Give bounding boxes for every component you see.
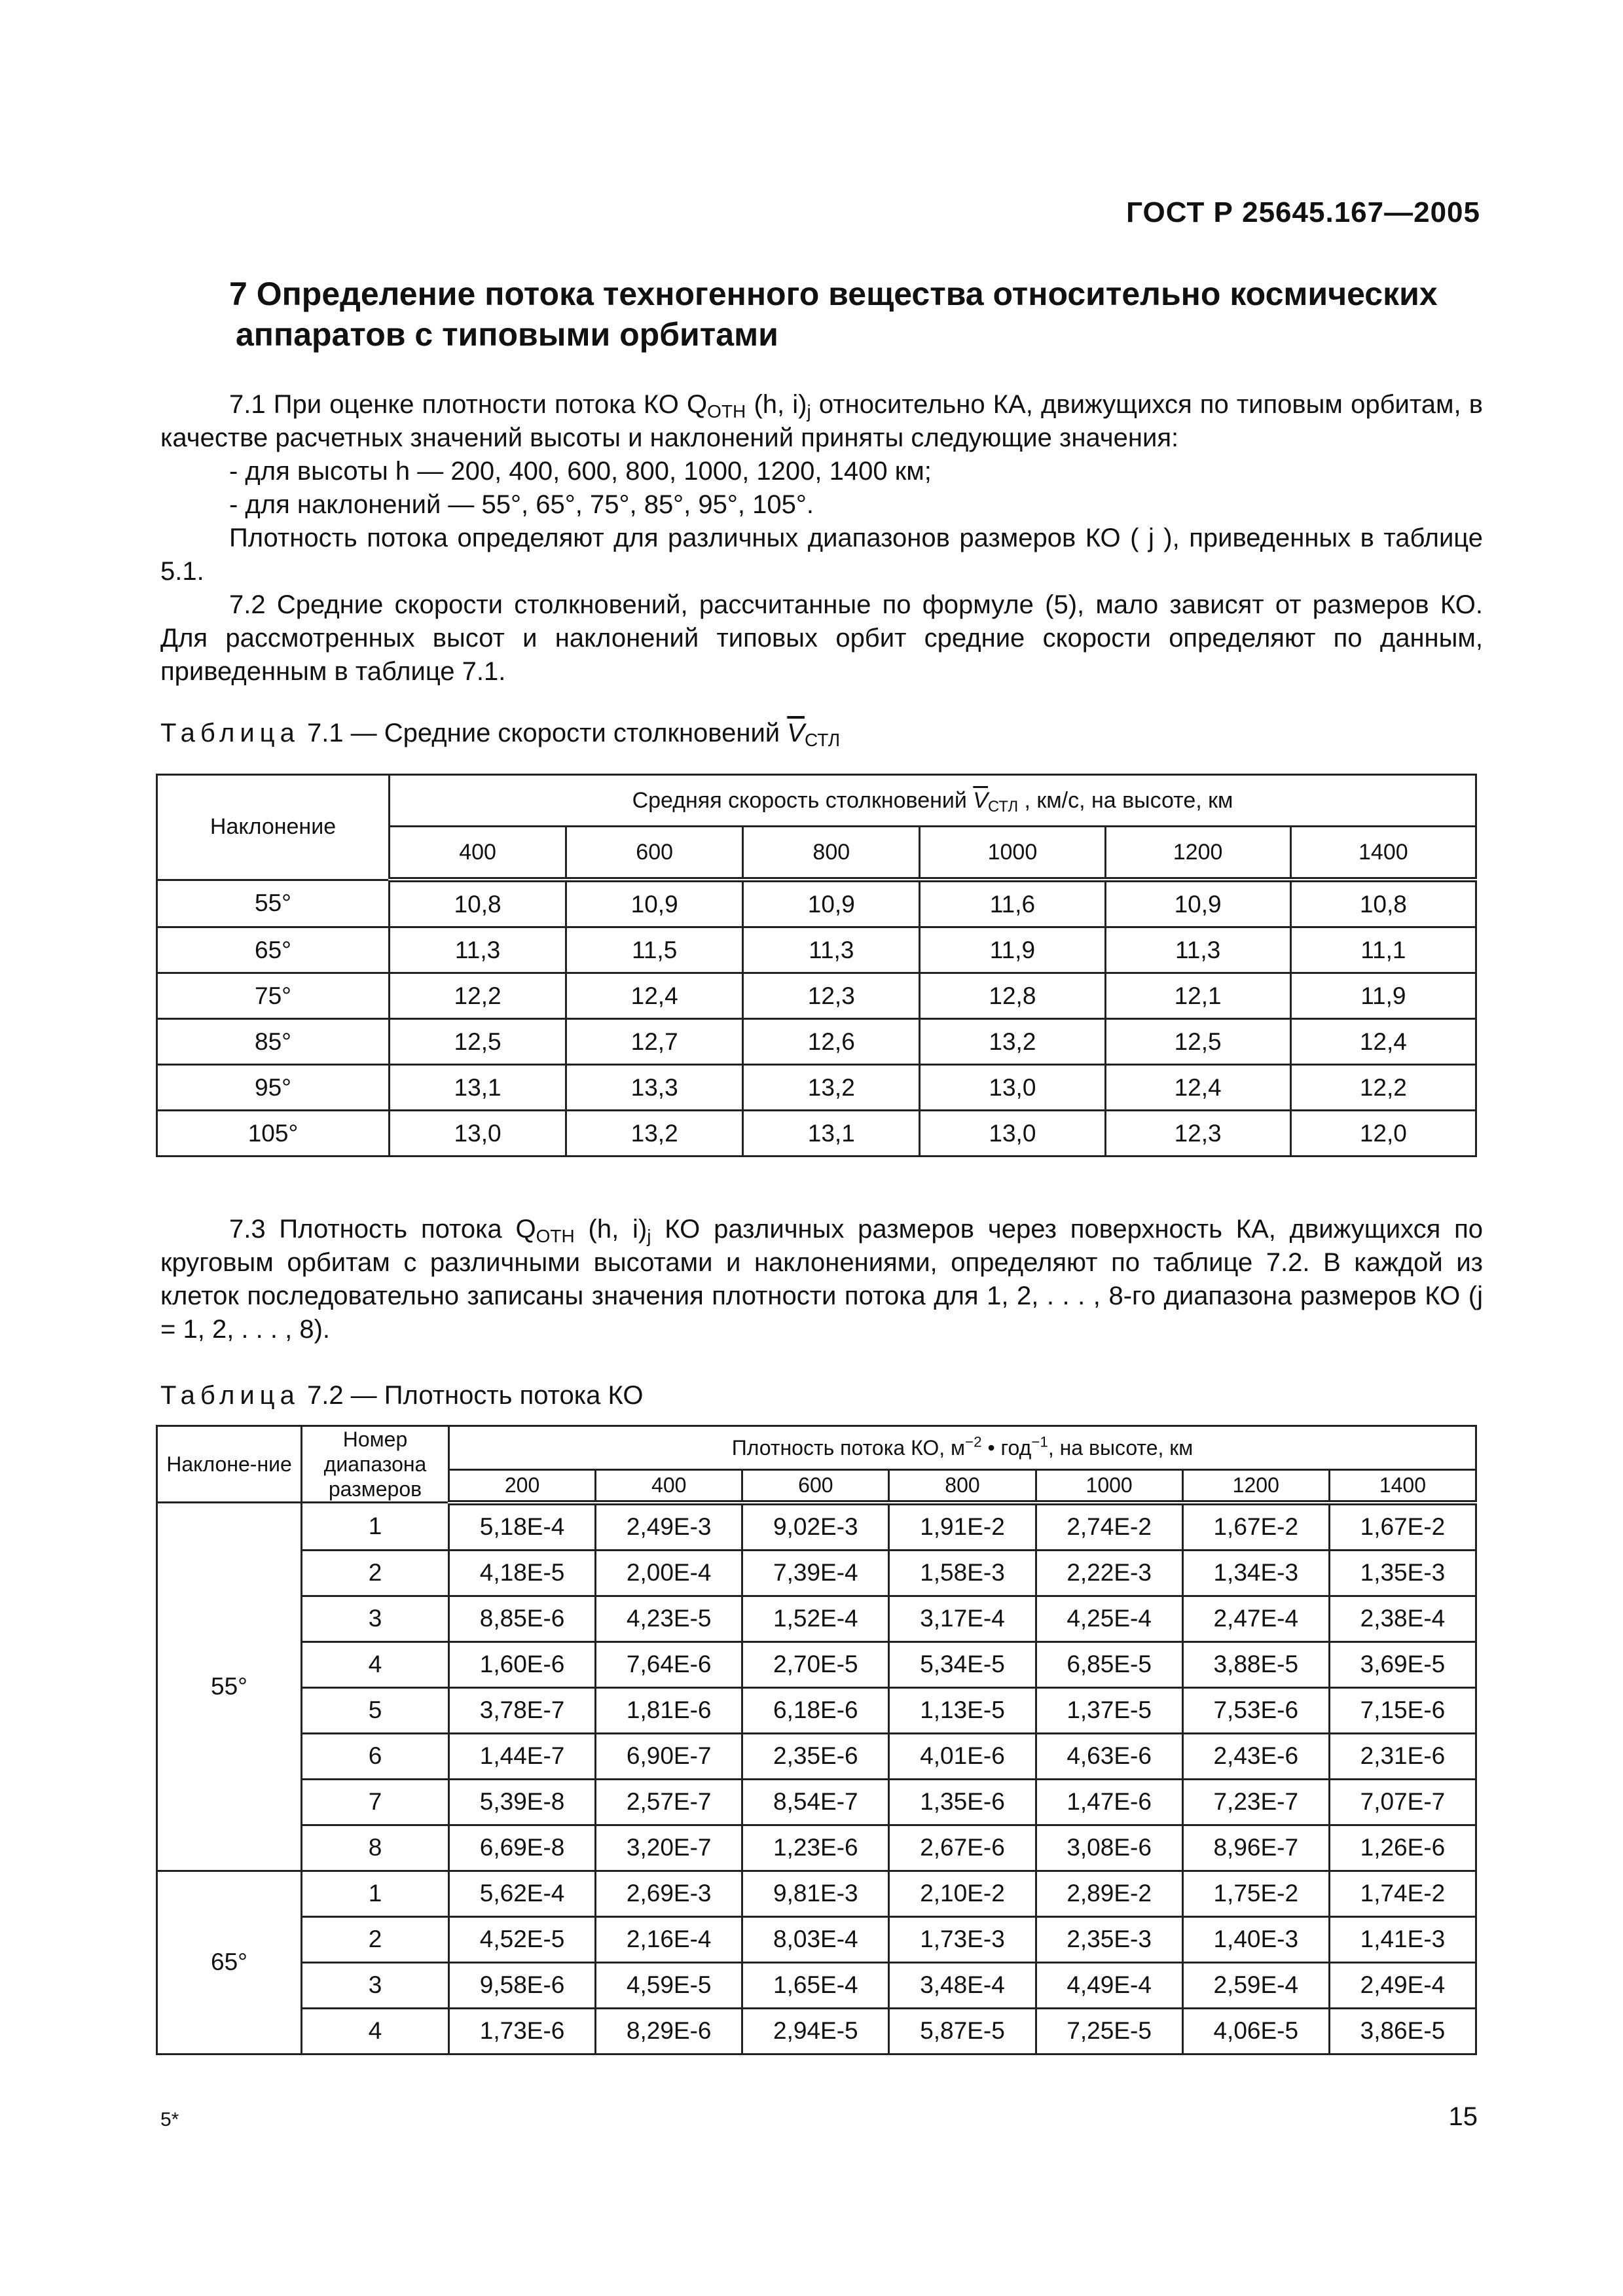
cell-density: 1,73E-6: [449, 2008, 596, 2054]
table-row: [157, 880, 1476, 927]
table-row: [157, 1687, 1476, 1733]
col-height: 1200: [1182, 1470, 1329, 1503]
cell-density: 4,06E-5: [1182, 2008, 1329, 2054]
cell-density: 4,18E-5: [449, 1550, 596, 1596]
cell-density: 7,64E-6: [596, 1641, 742, 1687]
cell-density: 1,52E-4: [742, 1596, 889, 1641]
col-height: 1000: [1036, 1470, 1182, 1503]
cell-density: 1,65E-4: [742, 1962, 889, 2008]
col-height: 400: [390, 827, 566, 880]
cell-density: 1,67E-2: [1182, 1503, 1329, 1551]
cell-speed: 12,8: [920, 973, 1105, 1019]
cell-density: 5,18E-4: [449, 1503, 596, 1551]
cell-density: 1,74E-2: [1329, 1871, 1476, 1916]
cell-range-number: 1: [302, 1871, 449, 1916]
cell-density: 6,90E-7: [596, 1733, 742, 1779]
paragraph-7-1-block: [160, 388, 1483, 689]
cell-range-number: 4: [302, 1641, 449, 1687]
cell-speed: 12,3: [743, 973, 920, 1019]
cell-density: 2,43E-6: [1182, 1733, 1329, 1779]
cell-speed: 12,0: [1290, 1111, 1476, 1157]
section-title-line2: аппаратов с типовыми орбитами: [236, 316, 778, 353]
cell-speed: 13,1: [390, 1065, 566, 1111]
cell-speed: 13,1: [743, 1111, 920, 1157]
section-title: [229, 274, 1473, 355]
cell-density: 1,35E-6: [889, 1779, 1036, 1825]
cell-density: 2,94E-5: [742, 2008, 889, 2054]
cell-density: 7,53E-6: [1182, 1687, 1329, 1733]
cell-range-number: 1: [302, 1503, 449, 1551]
cell-speed: 12,2: [1290, 1065, 1476, 1111]
table-row: [157, 1065, 1476, 1111]
cell-speed: 11,9: [920, 927, 1105, 973]
col-inclination: Наклоне-ние: [157, 1426, 302, 1503]
table-row: [157, 1962, 1476, 2008]
cell-density: 4,63E-6: [1036, 1733, 1182, 1779]
table-row: [157, 1733, 1476, 1779]
col-height: 600: [566, 827, 743, 880]
cell-density: 6,69E-8: [449, 1825, 596, 1871]
cell-speed: 12,3: [1105, 1111, 1290, 1157]
cell-density: 1,58E-3: [889, 1550, 1036, 1596]
table-row: [157, 1019, 1476, 1065]
cell-speed: 12,2: [390, 973, 566, 1019]
cell-speed: 13,0: [920, 1065, 1105, 1111]
cell-density: 1,13E-5: [889, 1687, 1036, 1733]
col-inclination: Наклонение: [157, 775, 390, 880]
cell-speed: 10,8: [1290, 880, 1476, 927]
cell-density: 8,03E-4: [742, 1916, 889, 1962]
cell-density: 1,60E-6: [449, 1641, 596, 1687]
table-row: [157, 1825, 1476, 1871]
cell-speed: 12,1: [1105, 973, 1290, 1019]
cell-density: 2,00E-4: [596, 1550, 742, 1596]
cell-density: 1,47E-6: [1036, 1779, 1182, 1825]
cell-density: 6,18E-6: [742, 1687, 889, 1733]
cell-speed: 13,2: [743, 1065, 920, 1111]
cell-density: 7,07E-7: [1329, 1779, 1476, 1825]
cell-range-number: 8: [302, 1825, 449, 1871]
cell-density: 1,73E-3: [889, 1916, 1036, 1962]
col-height: 1400: [1290, 827, 1476, 880]
cell-density: 1,91E-2: [889, 1503, 1036, 1551]
cell-speed: 12,5: [390, 1019, 566, 1065]
col-height: 1000: [920, 827, 1105, 880]
cell-speed: 10,9: [566, 880, 743, 927]
table-row: [157, 1596, 1476, 1641]
cell-speed: 12,4: [1290, 1019, 1476, 1065]
cell-density: 2,35E-3: [1036, 1916, 1182, 1962]
paragraph-density: Плотность потока определяют для различных диапазонов размеров КО ( j ), приведенных в таблице 5.1.: [160, 524, 1483, 586]
cell-speed: 12,7: [566, 1019, 743, 1065]
cell-speed: 12,6: [743, 1019, 920, 1065]
table2-caption: Таблица 7.2 — Плотность потока КО: [160, 1381, 644, 1410]
cell-density: 8,85E-6: [449, 1596, 596, 1641]
cell-range-number: 2: [302, 1916, 449, 1962]
col-height: 800: [889, 1470, 1036, 1503]
col-height: 1200: [1105, 827, 1290, 880]
cell-speed: 11,9: [1290, 973, 1476, 1019]
table-row: [157, 1916, 1476, 1962]
document-number: ГОСТ Р 25645.167—2005: [1126, 196, 1480, 228]
cell-density: 3,69E-5: [1329, 1641, 1476, 1687]
cell-density: 2,57E-7: [596, 1779, 742, 1825]
cell-density: 2,67E-6: [889, 1825, 1036, 1871]
cell-density: 1,67E-2: [1329, 1503, 1476, 1551]
cell-speed: 11,3: [743, 927, 920, 973]
cell-speed: 13,2: [566, 1111, 743, 1157]
table-row: [157, 1779, 1476, 1825]
cell-density: 9,02E-3: [742, 1503, 889, 1551]
page-number: 15: [1448, 2102, 1478, 2131]
cell-speed: 13,0: [390, 1111, 566, 1157]
list-item-inclination: - для наклонений — 55°, 65°, 75°, 85°, 95°, 105°.: [229, 490, 814, 519]
table1-caption: Таблица 7.1 — Средние скорости столкновений $\overline{V}_{СТЛ}$: [160, 719, 841, 750]
cell-density: 3,86E-5: [1329, 2008, 1476, 2054]
cell-speed: 12,5: [1105, 1019, 1290, 1065]
cell-density: 1,35E-3: [1329, 1550, 1476, 1596]
paragraph-7-3-block: [160, 1213, 1483, 1346]
cell-density: 5,34E-5: [889, 1641, 1036, 1687]
cell-speed: 12,4: [566, 973, 743, 1019]
cell-speed: 10,9: [1105, 880, 1290, 927]
cell-density: 4,25E-4: [1036, 1596, 1182, 1641]
cell-speed: 11,6: [920, 880, 1105, 927]
section-title-line1: 7 Определение потока техногенного вещества относительно космических: [229, 276, 1438, 312]
col-height: 800: [743, 827, 920, 880]
row-inclination: 95°: [157, 1065, 390, 1111]
cell-density: 1,34E-3: [1182, 1550, 1329, 1596]
cell-density: 1,41E-3: [1329, 1916, 1476, 1962]
table-flux-density: [156, 1425, 1477, 2055]
cell-density: 4,01E-6: [889, 1733, 1036, 1779]
cell-range-number: 4: [302, 2008, 449, 2054]
cell-speed: 11,1: [1290, 927, 1476, 973]
row-inclination: 105°: [157, 1111, 390, 1157]
cell-density: 3,08E-6: [1036, 1825, 1182, 1871]
table-row: [157, 1871, 1476, 1916]
cell-density: 8,96E-7: [1182, 1825, 1329, 1871]
cell-density: 1,23E-6: [742, 1825, 889, 1871]
row-inclination: 85°: [157, 1019, 390, 1065]
cell-density: 2,22E-3: [1036, 1550, 1182, 1596]
table-row: [157, 1550, 1476, 1596]
col-group-speed: Средняя скорость столкновений $\overline{V}_{СТЛ}$ , км/с, на высоте, км: [390, 775, 1476, 827]
cell-density: 2,74E-2: [1036, 1503, 1182, 1551]
cell-density: 3,17E-4: [889, 1596, 1036, 1641]
cell-density: 2,47E-4: [1182, 1596, 1329, 1641]
col-height: 600: [742, 1470, 889, 1503]
paragraph-7-2: 7.2 Средние скорости столкновений, рассчитанные по формуле (5), мало зависят от размеров КО. Для рассмотренных высот и наклонений типовых орбит средние скорости определяют по данным, приведенным в таблице 7.1.: [160, 590, 1483, 686]
paragraph-7-1: 7.1 При оценке плотности потока КО $Q_{ОТН}$ (h, $i)_j$ относительно КА, движущихся по типовым орбитам, в качестве расчетных значений высоты и наклонений приняты следующие значения:: [160, 390, 1483, 452]
cell-density: 8,54E-7: [742, 1779, 889, 1825]
cell-density: 1,26E-6: [1329, 1825, 1476, 1871]
cell-density: 1,44E-7: [449, 1733, 596, 1779]
cell-density: 3,20E-7: [596, 1825, 742, 1871]
cell-speed: 11,3: [390, 927, 566, 973]
col-height: 1400: [1329, 1470, 1476, 1503]
cell-density: 4,59E-5: [596, 1962, 742, 2008]
table-row: [157, 1641, 1476, 1687]
cell-density: 3,48E-4: [889, 1962, 1036, 2008]
cell-density: 1,81E-6: [596, 1687, 742, 1733]
cell-density: 3,78E-7: [449, 1687, 596, 1733]
cell-density: 2,89E-2: [1036, 1871, 1182, 1916]
cell-density: 8,29E-6: [596, 2008, 742, 2054]
cell-density: 5,87E-5: [889, 2008, 1036, 2054]
cell-density: 2,70E-5: [742, 1641, 889, 1687]
row-inclination: 55°: [157, 880, 390, 927]
cell-density: 1,40E-3: [1182, 1916, 1329, 1962]
col-range-number: Номер диапазона размеров: [302, 1426, 449, 1503]
cell-density: 2,35E-6: [742, 1733, 889, 1779]
col-group-density: Плотность потока КО, $м^{-2}$ • год$^{-1}$, на высоте, км: [449, 1426, 1476, 1470]
cell-range-number: 6: [302, 1733, 449, 1779]
paragraph-7-3: 7.3 Плотность потока $Q_{ОТН}$ (h, $i)_j$ КО различных размеров через поверхность КА, движущихся по круговым орбитам с различными высотами и наклонениями, определяют по таблице 7.2. В каждой из клеток последовательно записаны значения плотности потока для 1, 2, . . . , 8-го диапазона размеров КО (j = 1, 2, . . . , 8).: [160, 1215, 1483, 1344]
cell-speed: 12,4: [1105, 1065, 1290, 1111]
cell-density: 1,75E-2: [1182, 1871, 1329, 1916]
cell-range-number: 7: [302, 1779, 449, 1825]
cell-density: 2,31E-6: [1329, 1733, 1476, 1779]
row-inclination: 55°: [157, 1503, 302, 1871]
cell-density: 2,16E-4: [596, 1916, 742, 1962]
cell-density: 2,49E-3: [596, 1503, 742, 1551]
cell-speed: 13,2: [920, 1019, 1105, 1065]
cell-speed: 11,5: [566, 927, 743, 973]
cell-range-number: 3: [302, 1962, 449, 2008]
list-item-height: - для высоты h — 200, 400, 600, 800, 1000, 1200, 1400 км;: [229, 457, 932, 486]
cell-density: 4,23E-5: [596, 1596, 742, 1641]
cell-density: 2,59E-4: [1182, 1962, 1329, 2008]
cell-speed: 11,3: [1105, 927, 1290, 973]
row-inclination: 65°: [157, 1871, 302, 2054]
row-inclination: 75°: [157, 973, 390, 1019]
row-inclination: 65°: [157, 927, 390, 973]
cell-density: 7,15E-6: [1329, 1687, 1476, 1733]
cell-density: 7,39E-4: [742, 1550, 889, 1596]
cell-density: 5,62E-4: [449, 1871, 596, 1916]
cell-density: 9,58E-6: [449, 1962, 596, 2008]
col-height: 200: [449, 1470, 596, 1503]
cell-density: 4,52E-5: [449, 1916, 596, 1962]
cell-density: 1,37E-5: [1036, 1687, 1182, 1733]
table-row: [157, 1111, 1476, 1157]
cell-density: 5,39E-8: [449, 1779, 596, 1825]
col-height: 400: [596, 1470, 742, 1503]
table-row: [157, 1503, 1476, 1551]
cell-density: 2,69E-3: [596, 1871, 742, 1916]
cell-range-number: 2: [302, 1550, 449, 1596]
table-collision-speeds: [156, 774, 1477, 1157]
cell-density: 2,49E-4: [1329, 1962, 1476, 2008]
cell-density: 6,85E-5: [1036, 1641, 1182, 1687]
cell-range-number: 3: [302, 1596, 449, 1641]
cell-speed: 10,9: [743, 880, 920, 927]
table-row: [157, 973, 1476, 1019]
cell-density: 4,49E-4: [1036, 1962, 1182, 2008]
footer-signature-mark: 5*: [160, 2109, 179, 2130]
cell-density: 7,25E-5: [1036, 2008, 1182, 2054]
cell-density: 9,81E-3: [742, 1871, 889, 1916]
cell-density: 7,23E-7: [1182, 1779, 1329, 1825]
cell-range-number: 5: [302, 1687, 449, 1733]
table-row: [157, 2008, 1476, 2054]
table-row: [157, 927, 1476, 973]
cell-density: 3,88E-5: [1182, 1641, 1329, 1687]
cell-speed: 13,3: [566, 1065, 743, 1111]
cell-density: 2,10E-2: [889, 1871, 1036, 1916]
cell-speed: 13,0: [920, 1111, 1105, 1157]
cell-density: 2,38E-4: [1329, 1596, 1476, 1641]
cell-speed: 10,8: [390, 880, 566, 927]
